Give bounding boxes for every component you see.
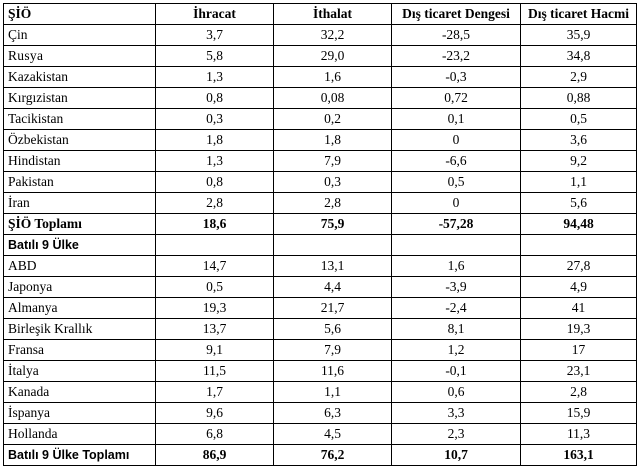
empty-cell (392, 235, 521, 256)
volume-value: 34,8 (521, 46, 637, 67)
balance-value: 0,1 (392, 109, 521, 130)
import-value: 1,6 (274, 67, 392, 88)
balance-value: -3,9 (392, 277, 521, 298)
section-header-row (4, 235, 637, 256)
balance-value: -28,5 (392, 25, 521, 46)
header-balance: Dış ticaret Dengesi (392, 4, 521, 25)
export-value: 9,1 (156, 340, 274, 361)
country-name: Almanya (4, 298, 156, 319)
volume-value: 5,6 (521, 193, 637, 214)
volume-value: 35,9 (521, 25, 637, 46)
table-row (4, 424, 637, 445)
table-row (4, 403, 637, 424)
balance-value: 0,5 (392, 172, 521, 193)
import-value: 5,6 (274, 319, 392, 340)
balance-value: -23,2 (392, 46, 521, 67)
total-label: ŞİÖ Toplamı (4, 214, 156, 235)
volume-value: 1,1 (521, 172, 637, 193)
country-name: Kazakistan (4, 67, 156, 88)
balance-total: 10,7 (392, 445, 521, 466)
table-row (4, 361, 637, 382)
volume-value: 0,88 (521, 88, 637, 109)
import-value: 0,2 (274, 109, 392, 130)
export-total: 18,6 (156, 214, 274, 235)
volume-value: 9,2 (521, 151, 637, 172)
section-title: Batılı 9 Ülke (4, 235, 156, 256)
header-row (4, 4, 637, 25)
table-row (4, 256, 637, 277)
header-volume: Dış ticaret Hacmi (521, 4, 637, 25)
sio-total-row (4, 214, 637, 235)
volume-value: 41 (521, 298, 637, 319)
balance-value: 1,6 (392, 256, 521, 277)
export-total: 86,9 (156, 445, 274, 466)
volume-value: 15,9 (521, 403, 637, 424)
import-value: 21,7 (274, 298, 392, 319)
export-value: 9,6 (156, 403, 274, 424)
import-value: 0,3 (274, 172, 392, 193)
empty-cell (274, 235, 392, 256)
export-value: 1,8 (156, 130, 274, 151)
balance-value: -0,3 (392, 67, 521, 88)
header-export: İhracat (156, 4, 274, 25)
balance-value: -0,1 (392, 361, 521, 382)
volume-value: 23,1 (521, 361, 637, 382)
balance-value: 0 (392, 130, 521, 151)
table-row (4, 382, 637, 403)
table-row (4, 151, 637, 172)
table-row (4, 130, 637, 151)
balance-value: 3,3 (392, 403, 521, 424)
country-name: Fransa (4, 340, 156, 361)
export-value: 0,3 (156, 109, 274, 130)
export-value: 13,7 (156, 319, 274, 340)
import-value: 7,9 (274, 340, 392, 361)
table-row (4, 277, 637, 298)
balance-value: 8,1 (392, 319, 521, 340)
empty-cell (156, 235, 274, 256)
trade-table (3, 3, 637, 466)
country-name: ABD (4, 256, 156, 277)
export-value: 1,3 (156, 67, 274, 88)
country-name: Kırgızistan (4, 88, 156, 109)
import-value: 6,3 (274, 403, 392, 424)
empty-cell (521, 235, 637, 256)
country-name: Çin (4, 25, 156, 46)
export-value: 19,3 (156, 298, 274, 319)
country-name: İspanya (4, 403, 156, 424)
country-name: Tacikistan (4, 109, 156, 130)
table-row (4, 298, 637, 319)
table-row (4, 67, 637, 88)
country-name: Pakistan (4, 172, 156, 193)
balance-total: -57,28 (392, 214, 521, 235)
import-value: 13,1 (274, 256, 392, 277)
export-value: 1,7 (156, 382, 274, 403)
balance-value: 0 (392, 193, 521, 214)
table-row (4, 109, 637, 130)
export-value: 0,8 (156, 172, 274, 193)
volume-value: 2,9 (521, 67, 637, 88)
country-name: Birleşik Krallık (4, 319, 156, 340)
table-row (4, 172, 637, 193)
volume-total: 94,48 (521, 214, 637, 235)
import-value: 29,0 (274, 46, 392, 67)
export-value: 11,5 (156, 361, 274, 382)
import-value: 1,1 (274, 382, 392, 403)
volume-value: 19,3 (521, 319, 637, 340)
export-value: 0,8 (156, 88, 274, 109)
volume-value: 11,3 (521, 424, 637, 445)
import-value: 11,6 (274, 361, 392, 382)
volume-value: 17 (521, 340, 637, 361)
balance-value: 0,6 (392, 382, 521, 403)
header-import: İthalat (274, 4, 392, 25)
volume-value: 4,9 (521, 277, 637, 298)
export-value: 0,5 (156, 277, 274, 298)
export-value: 6,8 (156, 424, 274, 445)
volume-value: 2,8 (521, 382, 637, 403)
table-row (4, 319, 637, 340)
table-row (4, 46, 637, 67)
import-value: 7,9 (274, 151, 392, 172)
table-row (4, 88, 637, 109)
volume-total: 163,1 (521, 445, 637, 466)
country-name: Özbekistan (4, 130, 156, 151)
table-row (4, 193, 637, 214)
balance-value: -2,4 (392, 298, 521, 319)
volume-value: 27,8 (521, 256, 637, 277)
import-value: 2,8 (274, 193, 392, 214)
export-value: 2,8 (156, 193, 274, 214)
balance-value: 2,3 (392, 424, 521, 445)
balance-value: 1,2 (392, 340, 521, 361)
country-name: İran (4, 193, 156, 214)
country-name: Hollanda (4, 424, 156, 445)
import-value: 4,4 (274, 277, 392, 298)
export-value: 1,3 (156, 151, 274, 172)
import-value: 1,8 (274, 130, 392, 151)
country-name: Rusya (4, 46, 156, 67)
country-name: İtalya (4, 361, 156, 382)
balance-value: 0,72 (392, 88, 521, 109)
western-total-row (4, 445, 637, 466)
balance-value: -6,6 (392, 151, 521, 172)
total-label: Batılı 9 Ülke Toplamı (4, 445, 156, 466)
import-total: 76,2 (274, 445, 392, 466)
import-value: 0,08 (274, 88, 392, 109)
import-value: 32,2 (274, 25, 392, 46)
export-value: 5,8 (156, 46, 274, 67)
country-name: Japonya (4, 277, 156, 298)
import-total: 75,9 (274, 214, 392, 235)
export-value: 14,7 (156, 256, 274, 277)
table-row (4, 25, 637, 46)
country-name: Kanada (4, 382, 156, 403)
header-region: ŞİÖ (4, 4, 156, 25)
country-name: Hindistan (4, 151, 156, 172)
volume-value: 0,5 (521, 109, 637, 130)
volume-value: 3,6 (521, 130, 637, 151)
export-value: 3,7 (156, 25, 274, 46)
import-value: 4,5 (274, 424, 392, 445)
table-row (4, 340, 637, 361)
